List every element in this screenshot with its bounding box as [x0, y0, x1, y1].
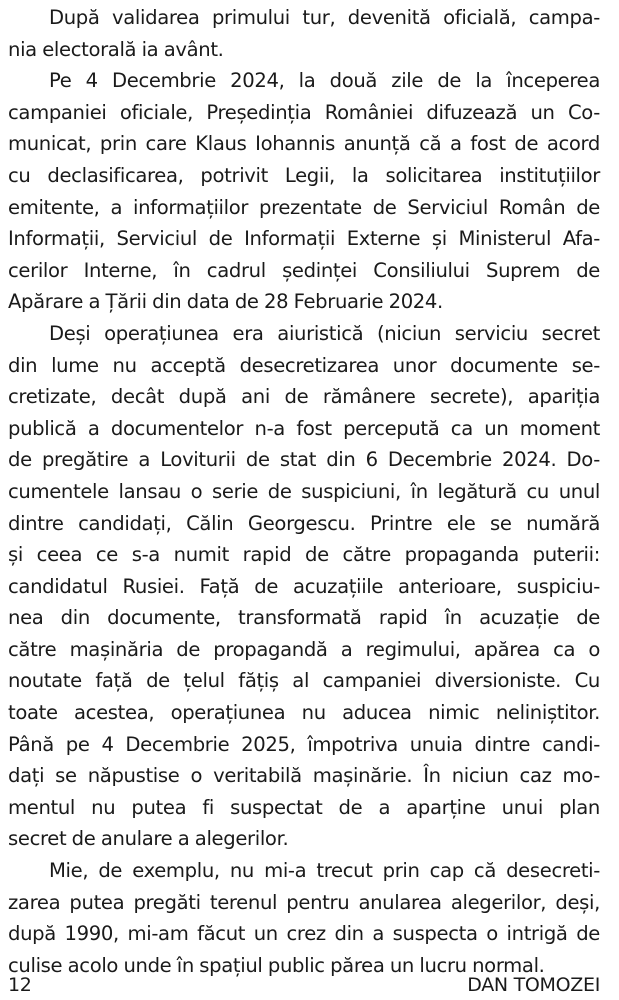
- text-line: Deși operațiunea era aiuristică (niciun serviciu secret: [49, 321, 600, 345]
- text-line: cu declasificarea, potrivit Legii, la solicitarea instituțiilor: [8, 163, 600, 187]
- text-line: Mie, de exemplu, nu mi-a trecut prin cap că desecreti-: [49, 859, 600, 883]
- text-line: nia electorală ia avânt.: [8, 37, 224, 61]
- paragraph: [8, 855, 600, 981]
- text-line: din lume nu acceptă desecretizarea unor documente se-: [8, 353, 600, 377]
- text-line: campaniei oficiale, Președinția României difuzează un Co-: [8, 100, 600, 124]
- text-line: emitente, a informațiilor prezentate de Serviciul Român de: [8, 195, 600, 219]
- text-line: mentul nu putea fi suspectat de a aparține unui plan: [8, 795, 600, 819]
- text-line: Până pe 4 Decembrie 2025, împotriva unuia dintre candi-: [8, 732, 600, 756]
- text-line: municat, prin care Klaus Iohannis anunță că a fost de acord: [8, 132, 600, 156]
- text-line: cerilor Interne, în cadrul ședinței Consiliului Suprem de: [8, 258, 600, 282]
- text-line: dați se năpustise o veritabilă mașinărie. În niciun caz mo-: [8, 764, 600, 788]
- text-line: Apărare a Țării din data de 28 Februarie 2024.: [8, 290, 443, 314]
- text-line: și ceea ce s-a numit rapid de către propaganda puterii:: [8, 543, 600, 567]
- paragraph: [8, 65, 600, 318]
- paragraph: [8, 318, 600, 855]
- text-line: cumentele lansau o serie de suspiciuni, în legătură cu unul: [8, 479, 600, 503]
- page-number: 12: [8, 974, 32, 996]
- text-line: secret de anulare a alegerilor.: [8, 827, 289, 851]
- text-line: După validarea primului tur, devenită oficială, campa-: [49, 6, 600, 29]
- text-line: Informații, Serviciul de Informații Externe și Ministerul Afa-: [8, 227, 600, 251]
- text-line: de pregătire a Loviturii de stat din 6 Decembrie 2024. Do-: [8, 448, 600, 472]
- text-line: nea din documente, transformată rapid în acuzație de: [8, 606, 600, 630]
- text-line: noutate față de țelul fățiș al campaniei diversioniste. Cu: [8, 669, 600, 693]
- text-line: Pe 4 Decembrie 2024, la două zile de la începerea: [49, 69, 600, 93]
- text-line: toate acestea, operațiunea nu aducea nimic neliniștitor.: [8, 701, 600, 725]
- paragraph: [8, 2, 600, 65]
- text-line: zarea putea pregăti terenul pentru anularea alegerilor, deși,: [8, 890, 600, 914]
- text-line: cretizate, decât după ani de rămânere secrete), apariția: [8, 385, 600, 409]
- text-line: dintre candidați, Călin Georgescu. Printre ele se numără: [8, 511, 600, 535]
- book-page-body: [8, 2, 600, 981]
- text-line: publică a documentelor n-a fost percepută ca un moment: [8, 416, 600, 440]
- page-footer: [8, 972, 600, 998]
- text-line: către mașinăria de propagandă a regimului, apărea ca o: [8, 637, 600, 661]
- text-line: candidatul Rusiei. Față de acuzațiile anterioare, suspiciu-: [8, 574, 600, 598]
- text-line: după 1990, mi-am făcut un crez din a suspecta o intrigă de: [8, 922, 600, 946]
- text-line: culise acolo unde în spațiul public părea un lucru normal.: [8, 953, 545, 977]
- running-author: DAN TOMOZEI: [467, 974, 600, 996]
